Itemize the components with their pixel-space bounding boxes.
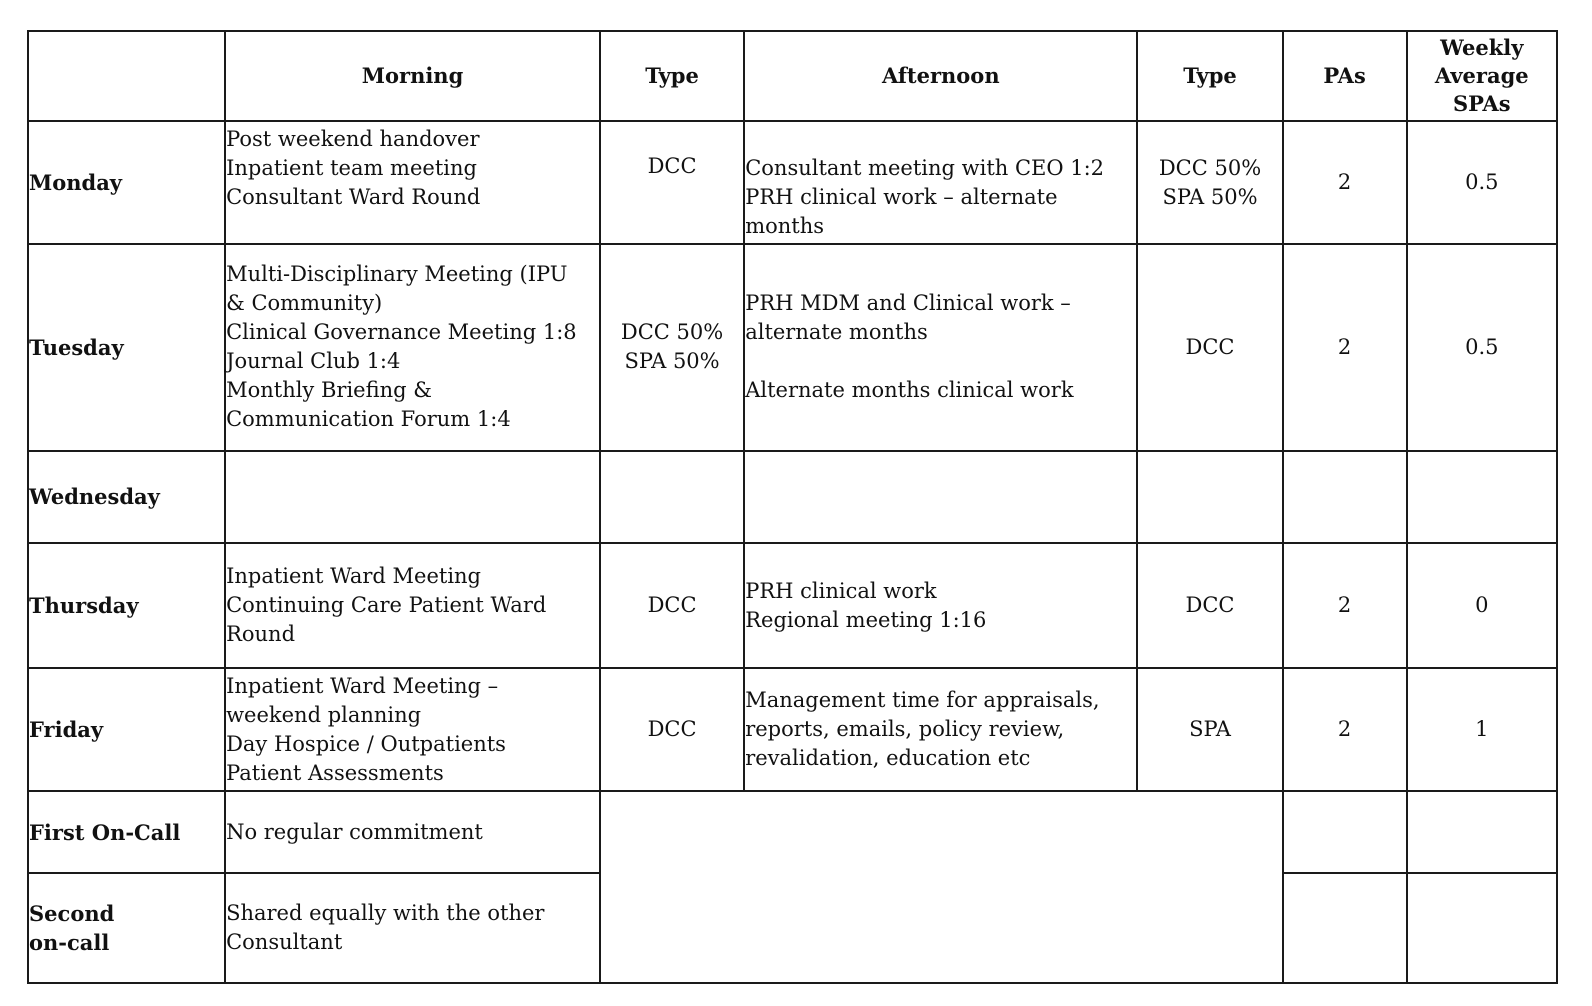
tuesday-afternoon-spacer [745,347,1136,376]
header-weekly-line2: Average [1434,63,1529,89]
header-afternoon: Afternoon [744,31,1137,121]
day-label-tuesday: Tuesday [28,244,225,450]
wednesday-spas [1407,451,1557,543]
friday-afternoon-line: Management time for appraisals, [745,687,1100,712]
second-on-call-morning-line: Shared equally with the other [226,901,545,926]
monday-afternoon-line: PRH clinical work – alternate [745,185,1058,210]
thursday-pas: 2 [1283,543,1407,668]
header-weekly-line1: Weekly [1440,35,1524,61]
day-label-first-on-call: First On-Call [28,791,225,873]
tuesday-spas: 0.5 [1407,244,1557,450]
monday-afternoon-type [1137,121,1282,244]
thursday-morning [225,543,600,668]
tuesday-afternoon [744,244,1137,450]
wednesday-morning [225,451,600,543]
first-on-call-spas [1407,791,1557,873]
tuesday-afternoon-line: PRH MDM and Clinical work – [745,291,1071,316]
thursday-afternoon-type: DCC [1137,543,1282,668]
monday-morning [225,121,600,244]
monday-afternoon [744,121,1137,244]
tuesday-morning-line: Monthly Briefing & [226,378,432,403]
on-call-merged-blank-cell [600,791,1283,983]
friday-spas: 1 [1407,668,1557,791]
first-on-call-morning [225,791,600,873]
table-row-monday [28,121,1557,244]
tuesday-morning-line: Journal Club 1:4 [226,349,401,374]
tuesday-afternoon-line: alternate months [745,320,928,345]
wednesday-afternoon-type [1137,451,1282,543]
header-pas: PAs [1283,31,1407,121]
timetable-frame [27,30,1558,984]
monday-afternoon-line: months [745,214,825,239]
friday-morning-line: Inpatient Ward Meeting – [226,674,499,698]
day-label-monday: Monday [28,121,225,244]
day-label-wednesday: Wednesday [28,451,225,543]
friday-morning-line: Patient Assessments [226,761,444,785]
thursday-morning-line: Inpatient Ward Meeting [226,564,482,589]
day-label-second-on-call [28,873,225,983]
monday-pas: 2 [1283,121,1407,244]
friday-morning-type: DCC [600,668,744,791]
first-on-call-morning-line: No regular commitment [226,819,483,844]
thursday-afternoon-line: Regional meeting 1:16 [745,607,987,632]
wednesday-morning-type [600,451,744,543]
tuesday-morning [225,244,600,450]
tuesday-morning-type-line: DCC 50% [620,320,724,345]
header-weekly-average-spas [1407,31,1557,121]
table-row-thursday [28,543,1557,668]
header-afternoon-type: Type [1137,31,1282,121]
second-on-call-pas [1283,873,1407,983]
header-morning-type: Type [600,31,744,121]
thursday-morning-line: Round [226,622,296,647]
tuesday-morning-type-line: SPA 50% [624,349,720,374]
tuesday-morning-line: Multi-Disciplinary Meeting (IPU [226,262,568,287]
header-day [28,31,225,121]
table-row-tuesday [28,244,1557,450]
tuesday-morning-type [600,244,744,450]
wednesday-afternoon [744,451,1137,543]
job-plan-table [27,30,1558,984]
friday-morning [225,668,600,791]
thursday-morning-type: DCC [600,543,744,668]
table-row-wednesday [28,451,1557,543]
monday-morning-line: Post weekend handover [226,127,480,152]
tuesday-morning-line: Communication Forum 1:4 [226,407,511,432]
monday-morning-line: Consultant Ward Round [226,185,481,210]
header-morning: Morning [225,31,600,121]
tuesday-pas: 2 [1283,244,1407,450]
second-on-call-morning-line: Consultant [226,930,343,955]
thursday-spas: 0 [1407,543,1557,668]
second-on-call-label-line: on-call [29,930,110,956]
monday-afternoon-type-line: DCC 50% [1158,155,1262,180]
first-on-call-pas [1283,791,1407,873]
table-row-first-on-call [28,791,1557,873]
friday-morning-line: weekend planning [226,703,422,727]
monday-afternoon-line: Consultant meeting with CEO 1:2 [745,156,1105,181]
day-label-thursday: Thursday [28,543,225,668]
monday-morning-type: DCC [600,121,744,244]
friday-afternoon-type: SPA [1137,668,1282,791]
day-label-friday: Friday [28,668,225,791]
second-on-call-label-line: Second [29,901,115,927]
tuesday-morning-line: Clinical Governance Meeting 1:8 [226,320,577,345]
friday-afternoon [744,668,1137,791]
second-on-call-morning [225,873,600,983]
tuesday-afternoon-type: DCC [1137,244,1282,450]
monday-morning-line: Inpatient team meeting [226,156,477,181]
tuesday-morning-line: & Community) [226,291,383,316]
thursday-afternoon [744,543,1137,668]
friday-afternoon-line: revalidation, education etc [745,745,1031,770]
header-row [28,31,1557,121]
thursday-afternoon-line: PRH clinical work [745,578,937,603]
wednesday-pas [1283,451,1407,543]
second-on-call-spas [1407,873,1557,983]
tuesday-afternoon-line: Alternate months clinical work [745,378,1074,403]
thursday-morning-line: Continuing Care Patient Ward [226,593,547,618]
header-weekly-line3: SPAs [1453,91,1511,117]
friday-morning-line: Day Hospice / Outpatients [226,732,506,756]
friday-pas: 2 [1283,668,1407,791]
table-row-friday [28,668,1557,791]
friday-afternoon-line: reports, emails, policy review, [745,716,1065,741]
monday-spas: 0.5 [1407,121,1557,244]
monday-afternoon-type-line: SPA 50% [1162,184,1258,209]
